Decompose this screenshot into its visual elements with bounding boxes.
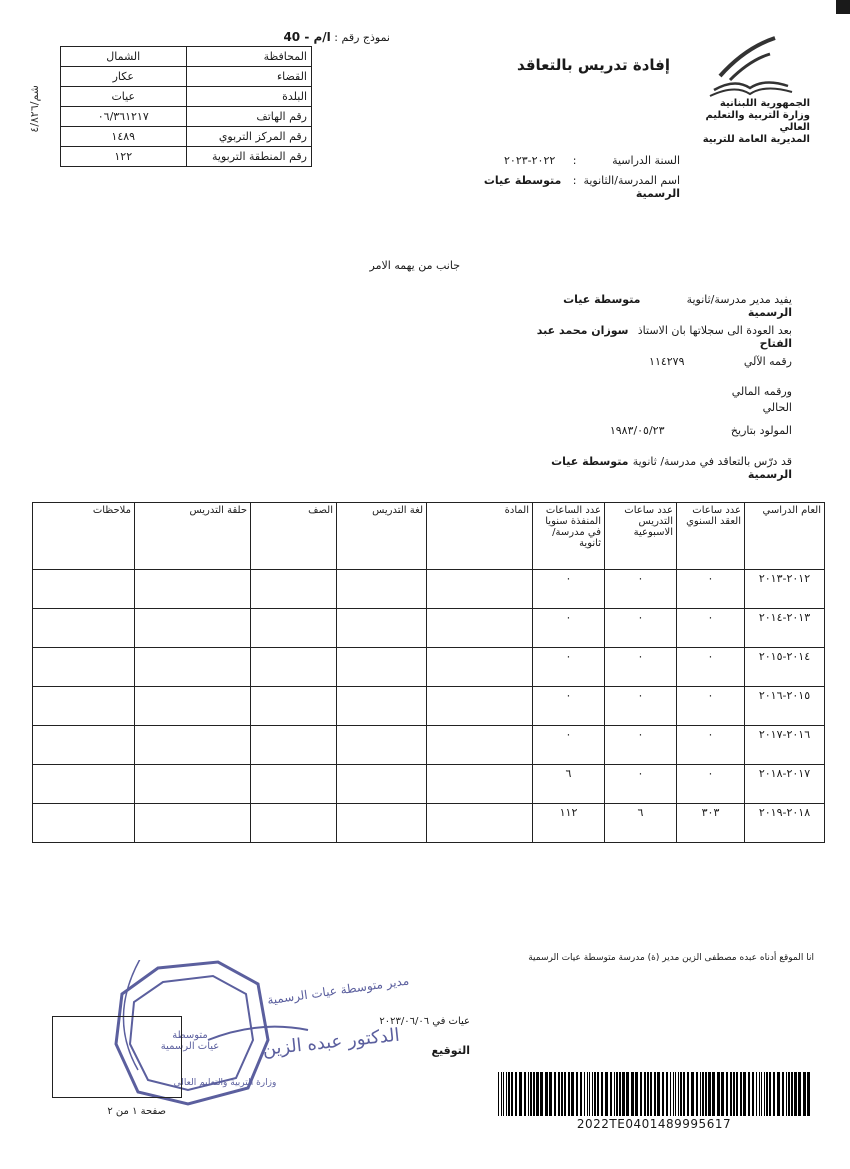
barcode-bar [696, 1072, 698, 1116]
financial-number: ورقمه المالي الحالي [731, 385, 792, 414]
date-of-birth: المولود بتاريخ ١٩٨٣/٠٥/٢٣ [609, 424, 792, 437]
barcode-bar [498, 1072, 499, 1116]
cell-empty [251, 609, 337, 648]
cell-hours: ٠ [533, 648, 605, 687]
cell-year: ٢٠١٢-٢٠١٣ [745, 570, 825, 609]
cell-empty [135, 609, 251, 648]
cell-empty [427, 726, 533, 765]
table-header: لغة التدريس [337, 503, 427, 570]
barcode-bar [700, 1072, 701, 1116]
barcode-bar [788, 1072, 790, 1116]
info-value: عكار [61, 67, 187, 87]
barcode-bar [803, 1072, 806, 1116]
info-label: المحافظة [186, 47, 312, 67]
table-row [33, 804, 825, 843]
barcode-bar [511, 1072, 513, 1116]
barcode-bar [501, 1072, 502, 1116]
page-number: صفحة ١ من ٢ [107, 1106, 166, 1117]
signature-box [52, 1016, 182, 1098]
barcode-bar [631, 1072, 634, 1116]
barcode-bar [605, 1072, 608, 1116]
barcode-bar [748, 1072, 750, 1116]
cell-empty [427, 804, 533, 843]
info-row [61, 87, 312, 107]
cell-empty [135, 726, 251, 765]
cell-hours: ٠ [677, 609, 745, 648]
barcode-bar [798, 1072, 801, 1116]
cell-hours: ٠ [677, 570, 745, 609]
cell-empty [135, 648, 251, 687]
cell-empty [337, 609, 427, 648]
barcode-bar [626, 1072, 629, 1116]
salutation: جانب من يهمه الامر [369, 259, 460, 272]
barcode-bar [528, 1072, 529, 1116]
auto-number: رقمه الآلي ١١٤٢٧٩ [649, 355, 792, 368]
table-header: الصف [251, 503, 337, 570]
barcode-bar [769, 1072, 771, 1116]
barcode-bar [657, 1072, 660, 1116]
barcode-bar [644, 1072, 646, 1116]
cell-empty [33, 609, 135, 648]
barcode-bar [673, 1072, 674, 1116]
cell-empty [135, 687, 251, 726]
cell-hours: ٣٠٣ [677, 804, 745, 843]
barcode-bar [786, 1072, 787, 1116]
cell-empty [135, 765, 251, 804]
barcode-bar [619, 1072, 621, 1116]
cell-empty [33, 687, 135, 726]
barcode-bar [622, 1072, 625, 1116]
barcode-bar [773, 1072, 775, 1116]
info-row [61, 107, 312, 127]
place-date: عيات في ٢٠٢٣/٠٦/٠٦ [379, 1016, 470, 1027]
barcode-bar [533, 1072, 535, 1116]
info-label: رقم الهاتف [186, 107, 312, 127]
academic-year: السنة الدراسية : ٢٠٢٢-٢٠٢٣ [504, 154, 680, 167]
barcode-bar [650, 1072, 652, 1116]
barcode-bar [708, 1072, 711, 1116]
location-info-table [60, 46, 312, 167]
cell-empty [427, 609, 533, 648]
cell-year: ٢٠١٨-٢٠١٩ [745, 804, 825, 843]
cell-year: ٢٠١٦-٢٠١٧ [745, 726, 825, 765]
teaching-hours-table [32, 502, 825, 843]
barcode-bar [717, 1072, 720, 1116]
info-label: البلدة [186, 87, 312, 107]
cell-hours: ٠ [533, 570, 605, 609]
barcode-bar [702, 1072, 704, 1116]
info-row [61, 127, 312, 147]
cell-empty [251, 570, 337, 609]
barcode-bar [576, 1072, 578, 1116]
cell-empty [33, 765, 135, 804]
school-name: اسم المدرسة/الثانوية : متوسطة عيات الرسمية [483, 174, 680, 200]
info-value: ١٢٢ [61, 147, 187, 167]
cell-hours: ٠ [533, 609, 605, 648]
table-header: حلقة التدريس [135, 503, 251, 570]
barcode-bar [503, 1072, 504, 1116]
table-row [33, 609, 825, 648]
cell-year: ٢٠١٥-٢٠١٦ [745, 687, 825, 726]
director-statement: يفيد مدير مدرسة/ثانوية متوسطة عيات الرسمية [563, 293, 792, 319]
cell-year: ٢٠١٣-٢٠١٤ [745, 609, 825, 648]
barcode-bar [558, 1072, 560, 1116]
info-value: عيات [61, 87, 187, 107]
barcode-bar [647, 1072, 649, 1116]
cell-empty [337, 804, 427, 843]
stamp-signature: الدكتور عبده الزين [261, 1024, 401, 1060]
cell-empty [427, 648, 533, 687]
cell-empty [33, 570, 135, 609]
cell-hours: ٠ [605, 687, 677, 726]
barcode-bar [597, 1072, 599, 1116]
cell-hours: ٦ [533, 765, 605, 804]
barcode-bar [530, 1072, 532, 1116]
barcode-bar [592, 1072, 593, 1116]
info-label: رقم المنطقة التربوية [186, 147, 312, 167]
barcode-bar [589, 1072, 590, 1116]
cell-hours: ٠ [677, 648, 745, 687]
cell-empty [33, 726, 135, 765]
info-value: ١٤٨٩ [61, 127, 187, 147]
table-header: عدد الساعات المنفذة سنويا في مدرسة/ثانوية [533, 503, 605, 570]
barcode-bar [733, 1072, 735, 1116]
barcode-bar [508, 1072, 510, 1116]
cell-hours: ٠ [533, 726, 605, 765]
barcode-bar [680, 1072, 682, 1116]
info-label: القضاء [186, 67, 312, 87]
barcode-bar [794, 1072, 797, 1116]
barcode-bar [712, 1072, 715, 1116]
barcode-bar [564, 1072, 566, 1116]
barcode-bar [549, 1072, 552, 1116]
cell-empty [135, 570, 251, 609]
barcode-bar [594, 1072, 596, 1116]
barcode-bar [635, 1072, 638, 1116]
barcode-bar [580, 1072, 582, 1116]
cell-empty [337, 726, 427, 765]
barcode-bar [519, 1072, 522, 1116]
cell-hours: ٠ [533, 687, 605, 726]
cell-hours: ٠ [677, 765, 745, 804]
form-number: نموذج رقم : ا/م - 40 [283, 30, 390, 44]
taught-statement: قد درّس بالتعاقد في مدرسة/ ثانوية متوسطة عيات الرسمية [551, 455, 792, 481]
cell-empty [251, 765, 337, 804]
barcode-bar [730, 1072, 732, 1116]
cell-hours: ٦ [605, 804, 677, 843]
barcode-bar [675, 1072, 676, 1116]
barcode-bar [759, 1072, 760, 1116]
barcode-bar [584, 1072, 585, 1116]
barcode-bar [791, 1072, 793, 1116]
barcode-bar [777, 1072, 780, 1116]
cell-empty [427, 765, 533, 804]
cell-empty [337, 687, 427, 726]
table-header: المادة [427, 503, 533, 570]
table-row [33, 687, 825, 726]
barcode-bar [666, 1072, 668, 1116]
cell-empty [33, 804, 135, 843]
barcode-bar [662, 1072, 664, 1116]
barcode-bar [740, 1072, 742, 1116]
barcode-bar [761, 1072, 762, 1116]
cell-empty [337, 648, 427, 687]
cell-hours: ٠ [605, 609, 677, 648]
director-declaration: انا الموقع أدناه عبده مصطفى الزين مدير (ة) مدرسة متوسطة عيات الرسمية [528, 953, 814, 963]
cell-empty [427, 570, 533, 609]
barcode-bar [678, 1072, 679, 1116]
cell-empty [33, 648, 135, 687]
cell-hours: ٠ [605, 648, 677, 687]
barcode-bar [683, 1072, 685, 1116]
cell-empty [251, 648, 337, 687]
barcode-bar [561, 1072, 563, 1116]
barcode-bar [616, 1072, 618, 1116]
barcode-bar [524, 1072, 526, 1116]
barcode-bar [726, 1072, 728, 1116]
barcode-bar [614, 1072, 615, 1116]
barcode-bar [554, 1072, 556, 1116]
stamp-top-text: مدير متوسطة عيات الرسمية [266, 973, 410, 1008]
barcode-bar [601, 1072, 603, 1116]
cell-hours: ٠ [605, 765, 677, 804]
barcode-bar [640, 1072, 642, 1116]
info-value: ٠٦/٣٦١٢١٧ [61, 107, 187, 127]
cell-hours: ٠ [605, 570, 677, 609]
barcode-bar [807, 1072, 810, 1116]
barcode-bar [571, 1072, 574, 1116]
barcode-bar [610, 1072, 612, 1116]
barcode-bar [654, 1072, 656, 1116]
info-row [61, 67, 312, 87]
cell-empty [251, 687, 337, 726]
info-row [61, 147, 312, 167]
barcode-bar [568, 1072, 570, 1116]
barcode-bar [515, 1072, 517, 1116]
barcode-bar [540, 1072, 543, 1116]
barcode-bar [691, 1072, 694, 1116]
table-header: عدد ساعات التدريس الاسبوعية [605, 503, 677, 570]
table-row [33, 765, 825, 804]
barcode-bar [687, 1072, 689, 1116]
cell-empty [337, 570, 427, 609]
barcode-bar [721, 1072, 724, 1116]
table-row [33, 726, 825, 765]
cell-empty [337, 765, 427, 804]
side-handwritten-note: شم/٤/٨٢٦ [28, 85, 41, 133]
table-header: عدد ساعات العقد السنوي [677, 503, 745, 570]
signature-label: التوقيع [431, 1044, 470, 1057]
cell-hours: ٠ [677, 726, 745, 765]
barcode-bar [670, 1072, 671, 1116]
stamp-mid-text: متوسطة عيات الرسمية [160, 1030, 220, 1052]
cell-empty [251, 726, 337, 765]
barcode-bar [743, 1072, 746, 1116]
barcode-bar [536, 1072, 539, 1116]
stamp-bottom-text: وزارة التربية والتعليم العالي [173, 1078, 277, 1088]
barcode-bar [545, 1072, 548, 1116]
cell-hours: ٠ [677, 687, 745, 726]
table-header: ملاحظات [33, 503, 135, 570]
teacher-statement: بعد العودة الى سجلاتها بان الاستاذ سوزان محمد عبد الفتاح [536, 324, 792, 350]
cell-year: ٢٠١٤-٢٠١٥ [745, 648, 825, 687]
barcode-bar [764, 1072, 765, 1116]
document-title: إفادة تدريس بالتعاقد [517, 56, 670, 74]
barcode-bar [736, 1072, 738, 1116]
cell-empty [427, 687, 533, 726]
barcode-bar [766, 1072, 768, 1116]
table-header: العام الدراسي [745, 503, 825, 570]
cell-hours: ٠ [605, 726, 677, 765]
info-row [61, 47, 312, 67]
barcode-icon [498, 1072, 810, 1116]
table-row [33, 648, 825, 687]
barcode-bar [752, 1072, 754, 1116]
table-row [33, 570, 825, 609]
barcode-bar [756, 1072, 757, 1116]
barcode-bar [587, 1072, 588, 1116]
scan-edge-mark [836, 0, 850, 14]
info-value: الشمال [61, 47, 187, 67]
cell-year: ٢٠١٧-٢٠١٨ [745, 765, 825, 804]
cell-empty [135, 804, 251, 843]
info-label: رقم المركز التربوي [186, 127, 312, 147]
cell-hours: ١١٢ [533, 804, 605, 843]
barcode-bar [705, 1072, 707, 1116]
barcode-bar [506, 1072, 507, 1116]
barcode-bar [782, 1072, 784, 1116]
cell-empty [251, 804, 337, 843]
ministry-name: الجمهورية اللبنانية وزارة التربية والتعليم العالي المديرية العامة للتربية [702, 98, 810, 145]
barcode-number: 2022TE0401489995617 [576, 1117, 732, 1131]
